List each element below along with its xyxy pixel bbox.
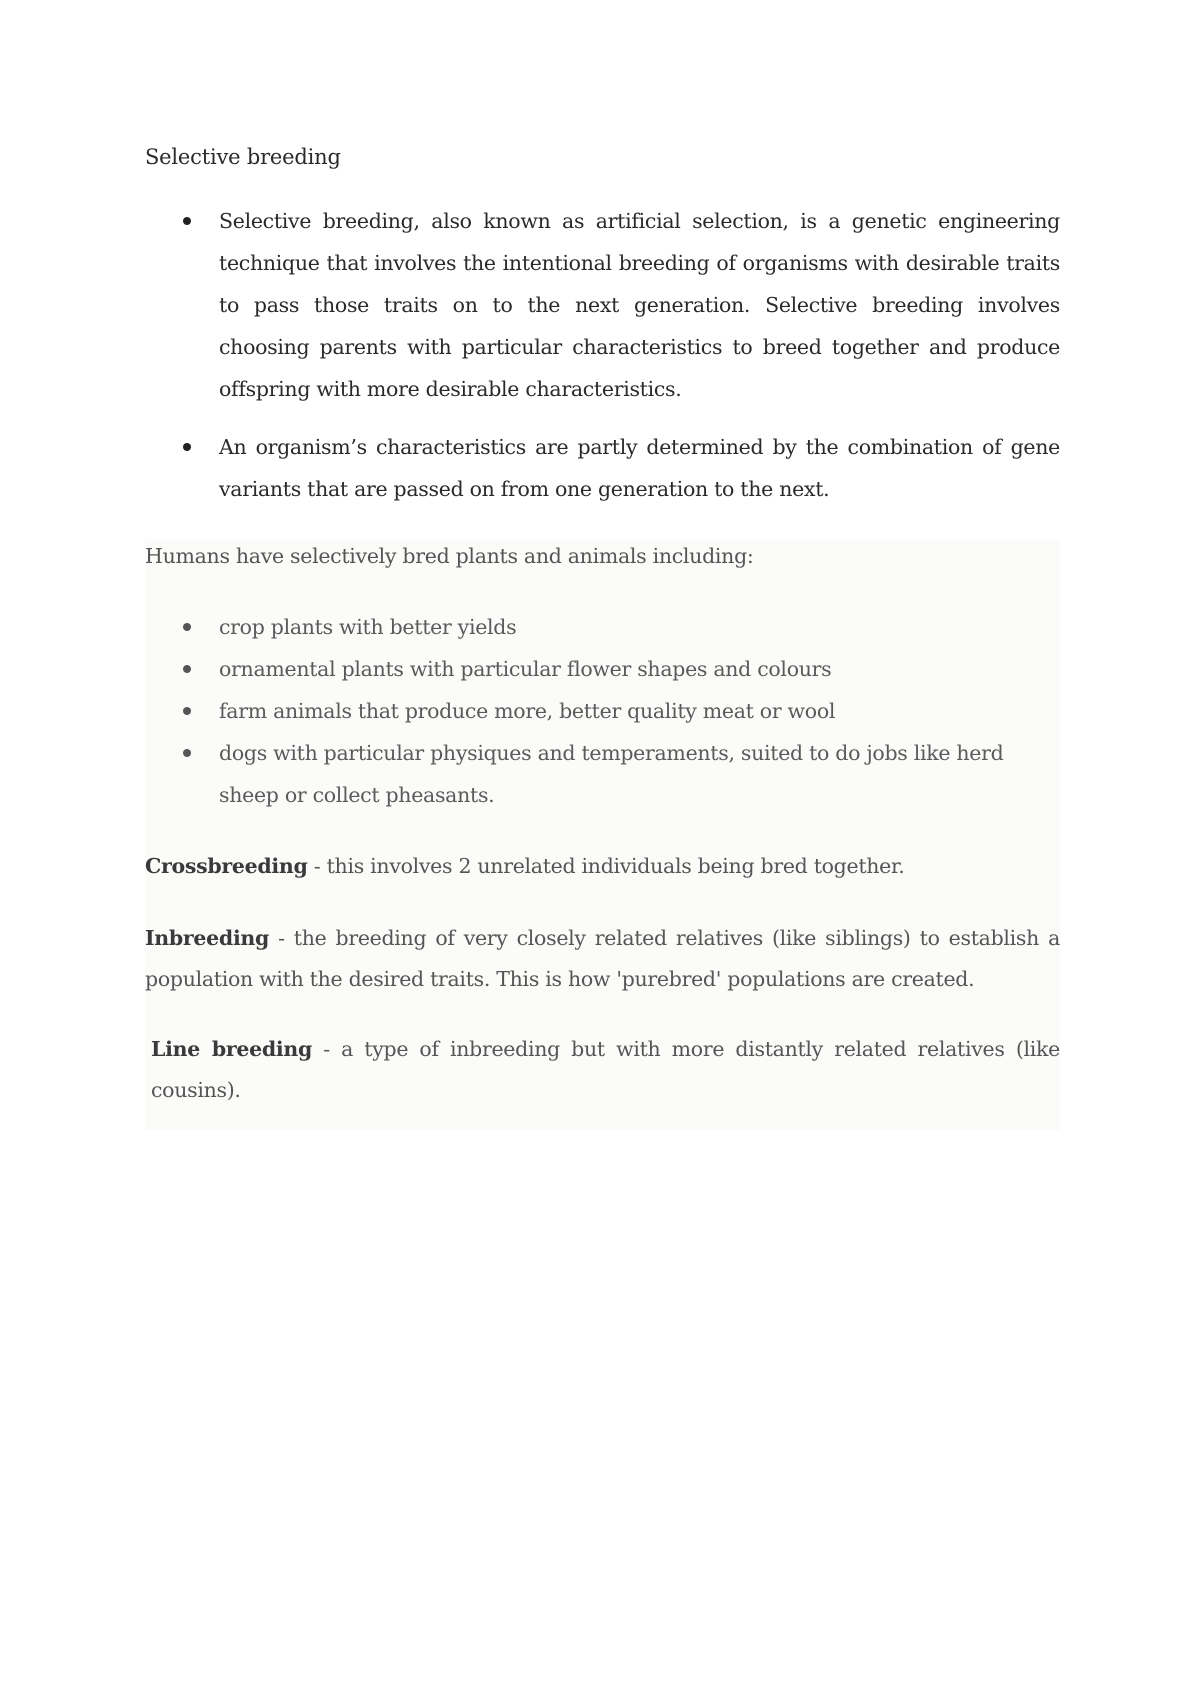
definition-term: Inbreeding: [145, 926, 270, 950]
example-text: ornamental plants with particular flower shapes and colours: [219, 657, 832, 681]
bullet-icon: [183, 665, 191, 673]
list-item: [145, 648, 1060, 690]
definition-term: Line breeding: [151, 1037, 312, 1061]
examples-list: [145, 606, 1060, 816]
example-text: farm animals that produce more, better quality meat or wool: [219, 699, 836, 723]
bullet-text: Selective breeding, also known as artificial selection, is a genetic engineering technique that involves the intentional breeding of organisms with desirable traits to pass those traits on to the next generation. Selective breeding involves choosing parents with particular characteristics to breed together and produce offspring with more desirable characteristics.: [219, 209, 1060, 401]
bullet-icon: [183, 217, 191, 225]
definition-term: Crossbreeding: [145, 854, 308, 878]
definition-inbreeding: [145, 918, 1060, 1000]
definition-text: - the breeding of very closely related relatives (like siblings) to establish a population with the desired traits. This is how 'purebred' populations are created.: [145, 926, 1060, 991]
definition-line-breeding: [145, 1029, 1060, 1111]
bullet-text: An organism’s characteristics are partly determined by the combination of gene variants that are passed on from one generation to the next.: [219, 435, 1060, 501]
bullet-icon: [183, 707, 191, 715]
example-text: crop plants with better yields: [219, 615, 517, 639]
examples-intro: Humans have selectively bred plants and animals including:: [145, 544, 754, 568]
list-item: [145, 606, 1060, 648]
definition-crossbreeding: [145, 846, 1060, 887]
list-item: [145, 732, 1060, 816]
bullet-icon: [183, 443, 191, 451]
list-item: [145, 200, 1060, 410]
definition-text: - a type of inbreeding but with more distantly related relatives (like cousins).: [151, 1037, 1060, 1102]
definition-text: - this involves 2 unrelated individuals being bred together.: [307, 854, 905, 878]
bullet-icon: [183, 749, 191, 757]
document-title: Selective breeding: [145, 145, 341, 169]
list-item: [145, 690, 1060, 732]
example-text: dogs with particular physiques and temperaments, suited to do jobs like herd sheep or collect pheasants.: [219, 741, 1004, 807]
main-bullet-list: [145, 200, 1060, 526]
list-item: [145, 426, 1060, 510]
bullet-icon: [183, 623, 191, 631]
